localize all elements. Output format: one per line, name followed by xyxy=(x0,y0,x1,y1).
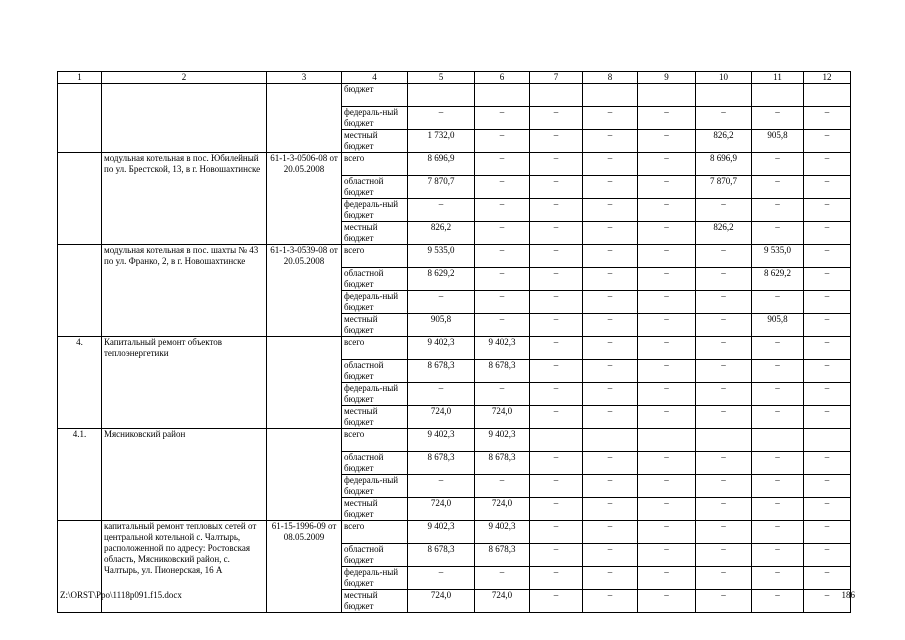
item-name: капитальный ремонт тепловых сетей от центральной котельной с. Чалтырь, расположенной по адресу: Ростовская область, Мясниковский район, с. Чалтырь, ул. Пионерская, 16 А xyxy=(102,521,267,613)
amount-cell: 7 870,7 xyxy=(408,176,475,199)
amount-cell: – xyxy=(583,452,638,475)
table-row xyxy=(58,337,851,360)
amount-cell: – xyxy=(638,222,696,245)
amount-cell: 8 629,2 xyxy=(752,268,804,291)
amount-cell: 8 696,9 xyxy=(408,153,475,176)
amount-cell: – xyxy=(752,176,804,199)
funding-source: всего xyxy=(342,337,408,360)
amount-cell: 724,0 xyxy=(475,590,530,613)
item-name: модульная котельная в пос. Юбилейный по ул. Брестской, 13, в г. Новошахтинске xyxy=(102,153,267,245)
funding-source: местный бюджет xyxy=(342,498,408,521)
item-name xyxy=(102,84,267,153)
amount-cell: – xyxy=(752,521,804,544)
amount-cell: – xyxy=(475,153,530,176)
amount-cell: – xyxy=(583,498,638,521)
amount-cell xyxy=(530,84,583,107)
document-number xyxy=(267,337,342,429)
amount-cell: – xyxy=(752,291,804,314)
amount-cell: – xyxy=(583,383,638,406)
amount-cell: – xyxy=(752,567,804,590)
column-number-row xyxy=(58,72,851,84)
amount-cell: 8 678,3 xyxy=(408,360,475,383)
amount-cell: – xyxy=(696,199,752,222)
amount-cell xyxy=(530,429,583,452)
table-row xyxy=(58,521,851,544)
amount-cell: – xyxy=(583,291,638,314)
amount-cell: – xyxy=(752,544,804,567)
amount-cell: 724,0 xyxy=(408,590,475,613)
amount-cell: – xyxy=(530,475,583,498)
amount-cell xyxy=(752,84,804,107)
funding-source: федераль-ный бюджет xyxy=(342,475,408,498)
amount-cell: – xyxy=(530,199,583,222)
amount-cell: 8 696,9 xyxy=(696,153,752,176)
page-number: 186 xyxy=(841,590,855,600)
table-row xyxy=(58,429,851,452)
column-number: 2 xyxy=(102,72,267,84)
column-number: 8 xyxy=(583,72,638,84)
amount-cell: – xyxy=(804,314,851,337)
amount-cell: 8 678,3 xyxy=(475,452,530,475)
column-number: 7 xyxy=(530,72,583,84)
amount-cell: – xyxy=(752,153,804,176)
document-number: 61-1-3-0539-08 от 20.05.2008 xyxy=(267,245,342,337)
item-name: Мясниковский район xyxy=(102,429,267,521)
document-number: 61-15-1996-09 от 08.05.2009 xyxy=(267,521,342,613)
amount-cell: – xyxy=(752,383,804,406)
item-number: 4.1. xyxy=(58,429,102,521)
amount-cell: – xyxy=(696,452,752,475)
amount-cell: – xyxy=(696,337,752,360)
amount-cell: – xyxy=(638,291,696,314)
amount-cell xyxy=(475,84,530,107)
column-number: 11 xyxy=(752,72,804,84)
amount-cell: – xyxy=(408,199,475,222)
amount-cell: – xyxy=(638,268,696,291)
amount-cell: – xyxy=(696,567,752,590)
amount-cell: 724,0 xyxy=(408,406,475,429)
amount-cell: – xyxy=(475,383,530,406)
amount-cell: – xyxy=(638,590,696,613)
funding-source: местный бюджет xyxy=(342,130,408,153)
amount-cell: – xyxy=(804,245,851,268)
document-number: 61-1-3-0506-08 от 20.05.2008 xyxy=(267,153,342,245)
funding-source: федераль-ный бюджет xyxy=(342,383,408,406)
amount-cell: – xyxy=(638,107,696,130)
amount-cell: – xyxy=(696,406,752,429)
amount-cell: 905,8 xyxy=(752,130,804,153)
amount-cell: – xyxy=(696,360,752,383)
amount-cell: – xyxy=(638,130,696,153)
funding-source: федераль-ный бюджет xyxy=(342,107,408,130)
file-path: Z:\ORST\Ppo\1118p091.f15.docx xyxy=(60,590,182,600)
amount-cell: – xyxy=(804,498,851,521)
amount-cell: – xyxy=(752,475,804,498)
amount-cell xyxy=(696,429,752,452)
amount-cell: – xyxy=(475,314,530,337)
amount-cell: – xyxy=(804,199,851,222)
amount-cell: – xyxy=(583,360,638,383)
amount-cell: – xyxy=(696,521,752,544)
item-number xyxy=(58,84,102,153)
amount-cell: – xyxy=(530,567,583,590)
amount-cell: – xyxy=(752,337,804,360)
amount-cell: – xyxy=(530,176,583,199)
amount-cell: – xyxy=(530,590,583,613)
amount-cell: – xyxy=(638,544,696,567)
amount-cell xyxy=(804,84,851,107)
amount-cell: – xyxy=(475,130,530,153)
funding-source: областной бюджет xyxy=(342,360,408,383)
amount-cell: – xyxy=(696,314,752,337)
funding-source: местный бюджет xyxy=(342,314,408,337)
column-number: 6 xyxy=(475,72,530,84)
funding-source: областной бюджет xyxy=(342,268,408,291)
amount-cell: 826,2 xyxy=(696,130,752,153)
column-number: 10 xyxy=(696,72,752,84)
amount-cell: 8 678,3 xyxy=(475,360,530,383)
amount-cell: – xyxy=(583,199,638,222)
amount-cell: – xyxy=(696,268,752,291)
amount-cell: – xyxy=(638,360,696,383)
amount-cell: – xyxy=(583,222,638,245)
amount-cell: 724,0 xyxy=(475,406,530,429)
amount-cell: – xyxy=(804,130,851,153)
amount-cell xyxy=(583,84,638,107)
funding-source: областной бюджет xyxy=(342,176,408,199)
amount-cell: – xyxy=(804,176,851,199)
item-name: Капитальный ремонт объектов теплоэнергетики xyxy=(102,337,267,429)
amount-cell: – xyxy=(638,314,696,337)
amount-cell: – xyxy=(804,567,851,590)
amount-cell: 9 535,0 xyxy=(752,245,804,268)
amount-cell: – xyxy=(804,360,851,383)
column-number: 9 xyxy=(638,72,696,84)
amount-cell: – xyxy=(583,130,638,153)
amount-cell: – xyxy=(696,544,752,567)
table-row xyxy=(58,245,851,268)
amount-cell: 9 402,3 xyxy=(475,521,530,544)
amount-cell: – xyxy=(530,107,583,130)
column-number: 4 xyxy=(342,72,408,84)
amount-cell: – xyxy=(804,544,851,567)
funding-source: всего xyxy=(342,521,408,544)
funding-source: федераль-ный бюджет xyxy=(342,567,408,590)
amount-cell: – xyxy=(804,337,851,360)
amount-cell: – xyxy=(530,153,583,176)
amount-cell: 826,2 xyxy=(408,222,475,245)
document-number xyxy=(267,84,342,153)
amount-cell: – xyxy=(804,268,851,291)
item-name: модульная котельная в пос. шахты № 43 по ул. Франко, 2, в г. Новошахтинске xyxy=(102,245,267,337)
amount-cell: – xyxy=(583,176,638,199)
funding-source: местный бюджет xyxy=(342,590,408,613)
amount-cell: – xyxy=(638,567,696,590)
amount-cell: – xyxy=(752,199,804,222)
funding-source: местный бюджет xyxy=(342,222,408,245)
funding-source: всего xyxy=(342,245,408,268)
amount-cell: 905,8 xyxy=(752,314,804,337)
amount-cell: – xyxy=(530,245,583,268)
amount-cell: – xyxy=(408,475,475,498)
amount-cell: – xyxy=(752,222,804,245)
amount-cell: – xyxy=(475,176,530,199)
amount-cell: 9 402,3 xyxy=(475,337,530,360)
amount-cell: – xyxy=(583,544,638,567)
amount-cell: – xyxy=(638,199,696,222)
amount-cell: – xyxy=(804,475,851,498)
amount-cell: – xyxy=(752,406,804,429)
amount-cell: – xyxy=(752,498,804,521)
amount-cell: – xyxy=(752,452,804,475)
funding-source: всего xyxy=(342,153,408,176)
funding-source: бюджет xyxy=(342,84,408,107)
amount-cell: 905,8 xyxy=(408,314,475,337)
amount-cell: – xyxy=(583,475,638,498)
funding-source: областной бюджет xyxy=(342,452,408,475)
amount-cell: 8 678,3 xyxy=(408,452,475,475)
amount-cell: 8 629,2 xyxy=(408,268,475,291)
amount-cell: 9 402,3 xyxy=(475,429,530,452)
amount-cell xyxy=(583,429,638,452)
table-row xyxy=(58,153,851,176)
amount-cell: – xyxy=(530,314,583,337)
amount-cell: – xyxy=(583,590,638,613)
amount-cell: – xyxy=(530,291,583,314)
amount-cell: 826,2 xyxy=(696,222,752,245)
amount-cell xyxy=(408,84,475,107)
amount-cell: – xyxy=(583,521,638,544)
amount-cell: – xyxy=(530,498,583,521)
amount-cell: – xyxy=(638,406,696,429)
amount-cell: – xyxy=(475,107,530,130)
amount-cell: – xyxy=(408,291,475,314)
amount-cell: – xyxy=(583,107,638,130)
amount-cell: 724,0 xyxy=(408,498,475,521)
amount-cell: – xyxy=(583,268,638,291)
column-number: 3 xyxy=(267,72,342,84)
amount-cell: – xyxy=(752,590,804,613)
amount-cell: – xyxy=(583,567,638,590)
amount-cell: – xyxy=(530,130,583,153)
amount-cell: – xyxy=(475,475,530,498)
amount-cell: 7 870,7 xyxy=(696,176,752,199)
amount-cell: – xyxy=(638,521,696,544)
amount-cell: 724,0 xyxy=(475,498,530,521)
amount-cell: – xyxy=(530,452,583,475)
amount-cell: – xyxy=(475,291,530,314)
amount-cell: – xyxy=(752,107,804,130)
amount-cell: – xyxy=(583,314,638,337)
funding-source: всего xyxy=(342,429,408,452)
amount-cell: – xyxy=(752,360,804,383)
amount-cell: – xyxy=(804,153,851,176)
amount-cell: – xyxy=(804,521,851,544)
column-number: 5 xyxy=(408,72,475,84)
amount-cell xyxy=(804,429,851,452)
amount-cell: – xyxy=(408,567,475,590)
amount-cell xyxy=(638,429,696,452)
amount-cell: – xyxy=(696,383,752,406)
funding-source: областной бюджет xyxy=(342,544,408,567)
amount-cell: – xyxy=(804,590,851,613)
amount-cell: – xyxy=(696,475,752,498)
amount-cell xyxy=(696,84,752,107)
amount-cell: – xyxy=(530,544,583,567)
amount-cell: – xyxy=(638,337,696,360)
column-number: 12 xyxy=(804,72,851,84)
amount-cell: – xyxy=(583,406,638,429)
amount-cell: – xyxy=(696,498,752,521)
amount-cell: – xyxy=(804,107,851,130)
amount-cell: – xyxy=(530,222,583,245)
amount-cell: – xyxy=(638,383,696,406)
amount-cell: – xyxy=(583,153,638,176)
amount-cell: – xyxy=(530,337,583,360)
amount-cell xyxy=(752,429,804,452)
funding-source: федераль-ный бюджет xyxy=(342,291,408,314)
amount-cell: – xyxy=(696,245,752,268)
amount-cell: – xyxy=(638,498,696,521)
amount-cell: – xyxy=(475,199,530,222)
item-number xyxy=(58,153,102,245)
amount-cell: – xyxy=(530,521,583,544)
amount-cell xyxy=(638,84,696,107)
item-number xyxy=(58,245,102,337)
table-row xyxy=(58,84,851,107)
column-number: 1 xyxy=(58,72,102,84)
funding-source: местный бюджет xyxy=(342,406,408,429)
amount-cell: – xyxy=(638,176,696,199)
amount-cell: – xyxy=(696,107,752,130)
amount-cell: – xyxy=(530,406,583,429)
amount-cell: – xyxy=(804,222,851,245)
amount-cell: – xyxy=(530,383,583,406)
amount-cell: 9 535,0 xyxy=(408,245,475,268)
amount-cell: – xyxy=(408,383,475,406)
budget-table xyxy=(57,71,851,613)
amount-cell: 1 732,0 xyxy=(408,130,475,153)
amount-cell: – xyxy=(804,406,851,429)
amount-cell: – xyxy=(530,360,583,383)
amount-cell: 9 402,3 xyxy=(408,337,475,360)
amount-cell: – xyxy=(475,245,530,268)
amount-cell: – xyxy=(475,268,530,291)
amount-cell: – xyxy=(696,590,752,613)
amount-cell: – xyxy=(583,337,638,360)
amount-cell: 9 402,3 xyxy=(408,521,475,544)
amount-cell: – xyxy=(408,107,475,130)
amount-cell: – xyxy=(638,475,696,498)
amount-cell: – xyxy=(475,567,530,590)
amount-cell: – xyxy=(804,383,851,406)
amount-cell: – xyxy=(475,222,530,245)
amount-cell: 9 402,3 xyxy=(408,429,475,452)
funding-source: федераль-ный бюджет xyxy=(342,199,408,222)
amount-cell: – xyxy=(638,452,696,475)
amount-cell: – xyxy=(804,291,851,314)
amount-cell: – xyxy=(696,291,752,314)
item-number: 4. xyxy=(58,337,102,429)
amount-cell: – xyxy=(638,245,696,268)
amount-cell: – xyxy=(530,268,583,291)
amount-cell: – xyxy=(638,153,696,176)
amount-cell: – xyxy=(804,452,851,475)
document-number xyxy=(267,429,342,521)
amount-cell: 8 678,3 xyxy=(408,544,475,567)
amount-cell: – xyxy=(583,245,638,268)
amount-cell: 8 678,3 xyxy=(475,544,530,567)
